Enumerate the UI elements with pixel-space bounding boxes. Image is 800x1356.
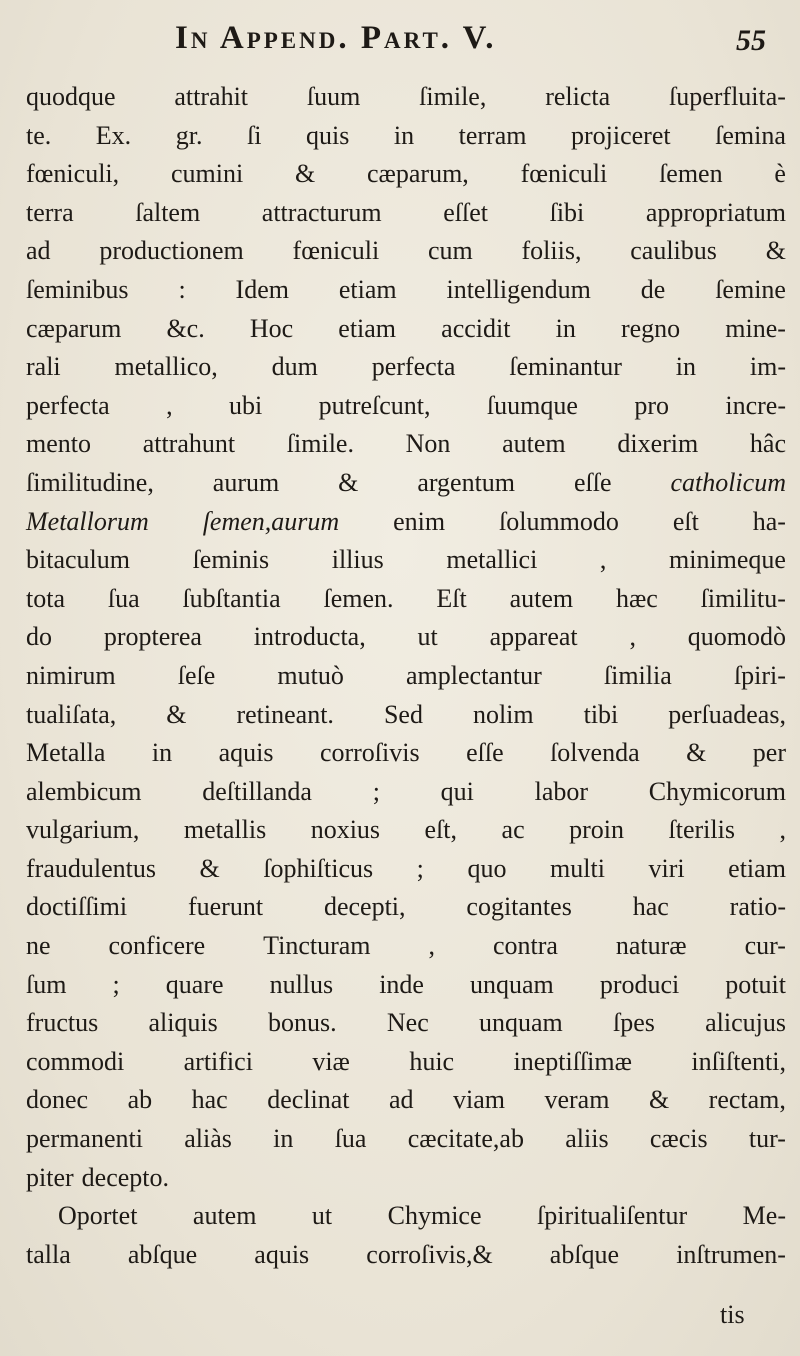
text-line: fœniculi, cumini & cæparum, fœniculi ſemen è bbox=[26, 159, 786, 189]
text-line: piter decepto. bbox=[26, 1162, 169, 1192]
text-line: Metalla in aquis corroſivis eſſe ſolvenda & per bbox=[26, 738, 786, 768]
text-line: alembicum deſtillanda ; qui labor Chymicorum bbox=[26, 776, 786, 806]
text-line: vulgarium, metallis noxius eſt, ac proin ſterilis , bbox=[26, 815, 786, 845]
text-line: tota ſua ſubſtantia ſemen. Eſt autem hæc ſimilitu- bbox=[26, 583, 786, 613]
text-line: talla abſque aquis corroſivis,& abſque inſtrumen- bbox=[26, 1239, 786, 1269]
text-line: mento attrahunt ſimile. Non autem dixerim hâc bbox=[26, 429, 786, 459]
text-line: terra ſaltem attracturum eſſet ſibi appropriatum bbox=[26, 197, 786, 227]
text-line: doctiſſimi fuerunt decepti, cogitantes hac ratio- bbox=[26, 892, 786, 922]
text-line: rali metallico, dum perfecta ſeminantur in im- bbox=[26, 352, 786, 382]
text-line: tualiſata, & retineant. Sed nolim tibi perſuadeas, bbox=[26, 699, 786, 729]
text-line: permanenti aliàs in ſua cæcitate,ab aliis cæcis tur- bbox=[26, 1124, 786, 1154]
text-line: ſum ; quare nullus inde unquam produci potuit bbox=[26, 969, 786, 999]
text-line: quodque attrahit ſuum ſimile, relicta ſuperfluita- bbox=[26, 82, 786, 111]
text-line: donec ab hac declinat ad viam veram & rectam, bbox=[26, 1085, 786, 1115]
page-number: 55 bbox=[736, 24, 766, 57]
catchword: tis bbox=[720, 1300, 745, 1329]
text-line: Metallorum ſemen,aurum enim ſolummodo eſt ha- bbox=[26, 506, 786, 536]
running-head: In Append. Part. V. bbox=[175, 20, 497, 56]
text-line: do propterea introducta, ut appareat , quomodò bbox=[26, 622, 786, 652]
page-header bbox=[0, 14, 800, 66]
text-line: ad productionem fœniculi cum foliis, caulibus & bbox=[26, 236, 786, 266]
text-line: ſeminibus : Idem etiam intelligendum de ſemine bbox=[26, 274, 786, 304]
text-line: nimirum ſeſe mutuò amplectantur ſimilia ſpiri- bbox=[26, 660, 786, 690]
text-line: bitaculum ſeminis illius metallici , minimeque bbox=[26, 545, 786, 575]
text-line: commodi artifici viæ huic ineptiſſimæ inſiſtenti, bbox=[26, 1046, 786, 1076]
text-line: te. Ex. gr. ſi quis in terram projiceret ſemina bbox=[26, 120, 786, 150]
text-line: fraudulentus & ſophiſticus ; quo multi viri etiam bbox=[26, 853, 786, 883]
body-text bbox=[26, 78, 786, 1274]
text-line: fructus aliquis bonus. Nec unquam ſpes alicujus bbox=[26, 1008, 786, 1038]
text-line: Oportet autem ut Chymice ſpiritualiſentur Me- bbox=[58, 1201, 786, 1231]
text-line: perfecta , ubi putreſcunt, ſuumque pro incre- bbox=[26, 390, 786, 420]
text-line: ne conficere Tincturam , contra naturæ cur- bbox=[26, 931, 786, 961]
text-line: cæparum &c. Hoc etiam accidit in regno mine- bbox=[26, 313, 786, 343]
text-line: ſimilitudine, aurum & argentum eſſe catholicum bbox=[26, 467, 786, 497]
